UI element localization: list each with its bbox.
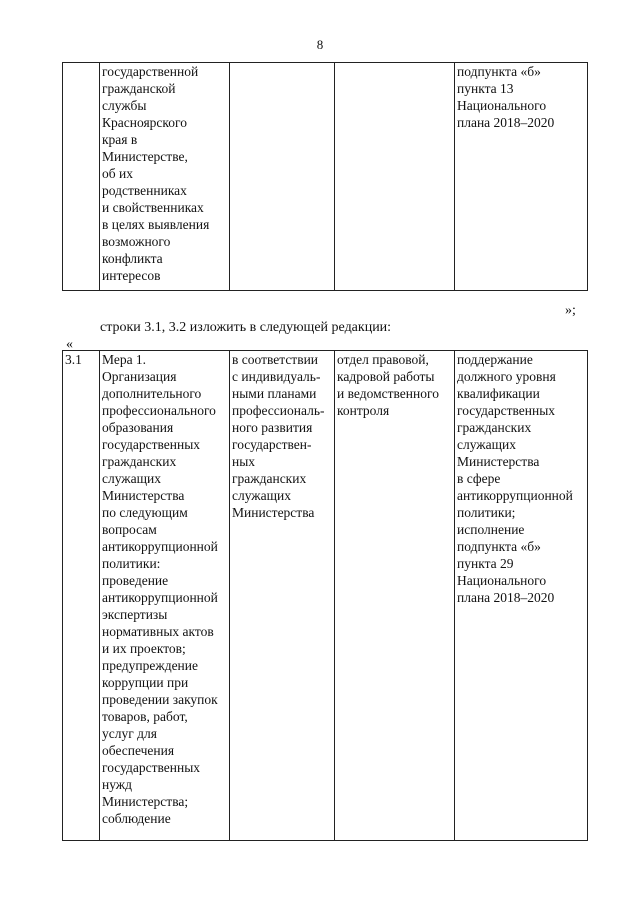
- table-row: [63, 351, 588, 841]
- table-row: [63, 63, 588, 291]
- row-number-cell: 3.1: [63, 351, 100, 841]
- table-new-revision: [62, 350, 588, 841]
- table-continued: [62, 62, 588, 291]
- closing-quote: »;: [565, 303, 576, 318]
- result-cell: поддержание должного уровня квалификации государственных гражданских служащих Министерства в сфере антикоррупционной политики; исполнение подпункта «б» пункта 29 Национального плана 2018–2020: [455, 351, 588, 841]
- deadline-cell: в соответствии с индивидуаль- ными планами профессиональ- ного развития государствен- ных гражданских служащих Министерства: [230, 351, 335, 841]
- page-number: 8: [316, 37, 324, 52]
- result-cell: подпункта «б» пункта 13 Национального плана 2018–2020: [455, 63, 588, 291]
- deadline-cell: [230, 63, 335, 291]
- row-number-cell: [63, 63, 100, 291]
- responsible-cell: отдел правовой, кадровой работы и ведомственного контроля: [335, 351, 455, 841]
- measure-cell: государственной гражданской службы Красноярского края в Министерстве, об их родственниках и свойственниках в целях выявления возможного конфликта интересов: [100, 63, 230, 291]
- responsible-cell: [335, 63, 455, 291]
- measure-cell: Мера 1. Организация дополнительного профессионального образования государственных гражданских служащих Министерства по следующим вопросам антикоррупционной политики: проведение антикоррупционной экспертизы нормативных актов и их проектов; предупреждение коррупции при проведении закупок товаров, работ, услуг для обеспечения государственных нужд Министерства; соблюдение: [100, 351, 230, 841]
- opening-quote: «: [66, 337, 73, 352]
- amendment-instruction: строки 3.1, 3.2 изложить в следующей редакции:: [100, 320, 392, 335]
